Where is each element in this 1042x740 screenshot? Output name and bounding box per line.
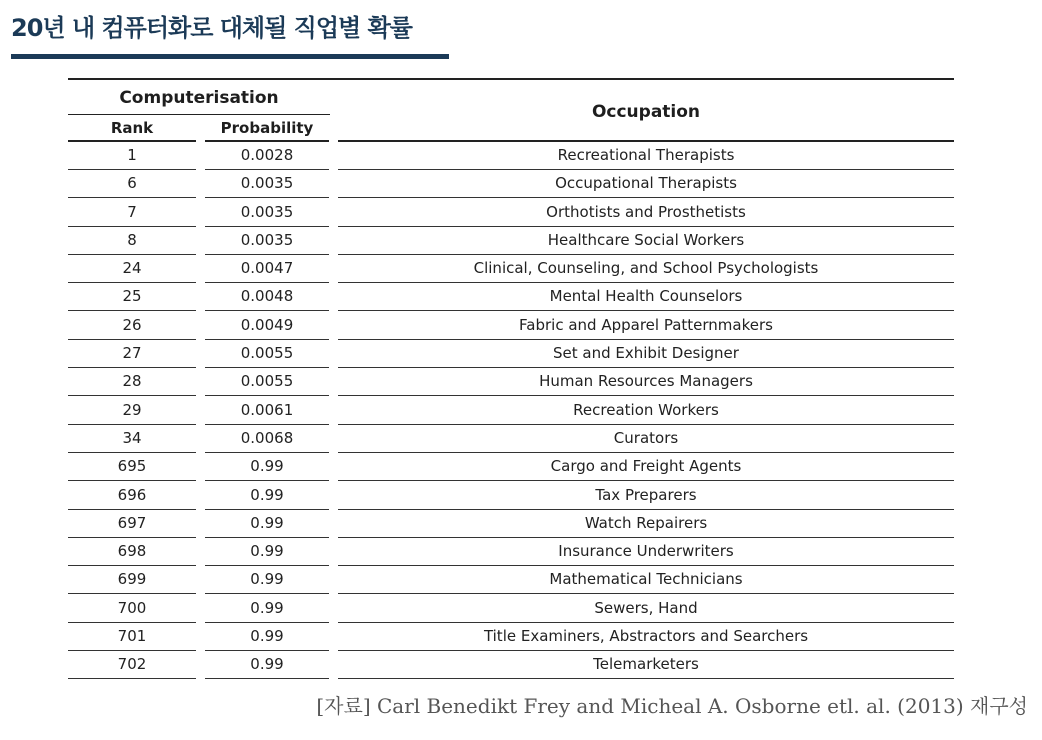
occupation-cell: Human Resources Managers (338, 368, 954, 396)
table-row (68, 312, 954, 340)
occupation-cell: Watch Repairers (338, 510, 954, 538)
occupation-cell: Title Examiners, Abstractors and Searchers (338, 623, 954, 651)
table-row (68, 425, 954, 453)
rank-cell: 701 (68, 623, 196, 651)
probability-cell: 0.0035 (205, 227, 329, 255)
rank-cell: 698 (68, 538, 196, 566)
probability-cell: 0.99 (205, 623, 329, 651)
rank-cell: 26 (68, 312, 196, 340)
table-row (68, 340, 954, 368)
occupation-cell: Set and Exhibit Designer (338, 340, 954, 368)
table-row (68, 510, 954, 538)
rank-cell: 699 (68, 566, 196, 594)
probability-cell: 0.0055 (205, 340, 329, 368)
occupation-cell: Insurance Underwriters (338, 538, 954, 566)
source-citation: [자료] Carl Benedikt Frey and Micheal A. Osborne etl. al. (2013) 재구성 (316, 694, 1028, 718)
occupation-cell: Mathematical Technicians (338, 566, 954, 594)
occupation-cell: Cargo and Freight Agents (338, 453, 954, 481)
rank-cell: 28 (68, 368, 196, 396)
probability-cell: 0.0028 (205, 142, 329, 170)
rank-header: Rank (110, 119, 154, 137)
rank-cell: 696 (68, 482, 196, 510)
rank-cell: 27 (68, 340, 196, 368)
probability-cell: 0.99 (205, 453, 329, 481)
probability-cell: 0.0047 (205, 255, 329, 283)
table-row (68, 170, 954, 198)
table-row (68, 538, 954, 566)
probability-cell: 0.0049 (205, 312, 329, 340)
table-row (68, 482, 954, 510)
title-block (11, 10, 449, 59)
table-body (68, 142, 954, 680)
table-row (68, 227, 954, 255)
table-row (68, 595, 954, 623)
occupation-cell: Healthcare Social Workers (338, 227, 954, 255)
occupation-header: Occupation (591, 102, 701, 122)
probability-cell: 0.99 (205, 538, 329, 566)
probability-cell: 0.0068 (205, 425, 329, 453)
occupation-cell: Orthotists and Prosthetists (338, 199, 954, 227)
table-row (68, 453, 954, 481)
rank-cell: 24 (68, 255, 196, 283)
rank-cell: 695 (68, 453, 196, 481)
rank-cell: 1 (68, 142, 196, 170)
table-row (68, 283, 954, 311)
rank-cell: 6 (68, 170, 196, 198)
table-row (68, 623, 954, 651)
rank-cell: 697 (68, 510, 196, 538)
occupation-cell: Fabric and Apparel Patternmakers (338, 312, 954, 340)
table-row (68, 566, 954, 594)
probability-cell: 0.0055 (205, 368, 329, 396)
probability-cell: 0.99 (205, 482, 329, 510)
probability-cell: 0.99 (205, 566, 329, 594)
rank-cell: 34 (68, 425, 196, 453)
rank-cell: 7 (68, 199, 196, 227)
table-row (68, 397, 954, 425)
rank-cell: 25 (68, 283, 196, 311)
group-header-rule (68, 114, 330, 115)
title-underline (11, 54, 449, 59)
probability-cell: 0.0035 (205, 170, 329, 198)
table-row (68, 368, 954, 396)
table-row (68, 142, 954, 170)
occupation-cell: Recreational Therapists (338, 142, 954, 170)
occupation-cell: Occupational Therapists (338, 170, 954, 198)
table-row (68, 651, 954, 679)
probability-cell: 0.99 (205, 510, 329, 538)
rank-cell: 8 (68, 227, 196, 255)
computerisation-header: Computerisation (119, 88, 279, 108)
rank-cell: 702 (68, 651, 196, 679)
occupation-cell: Recreation Workers (338, 397, 954, 425)
probability-header: Probability (220, 119, 314, 137)
page-title: 20년 내 컴퓨터화로 대체될 직업별 확률 (11, 14, 412, 42)
table-top-rule (68, 78, 954, 80)
probability-cell: 0.99 (205, 651, 329, 679)
occupation-cell: Sewers, Hand (338, 595, 954, 623)
rank-cell: 700 (68, 595, 196, 623)
occupation-cell: Telemarketers (338, 651, 954, 679)
probability-cell: 0.0061 (205, 397, 329, 425)
probability-cell: 0.0048 (205, 283, 329, 311)
occupation-cell: Curators (338, 425, 954, 453)
occupation-cell: Tax Preparers (338, 482, 954, 510)
rank-cell: 29 (68, 397, 196, 425)
probability-cell: 0.99 (205, 595, 329, 623)
occupation-cell: Clinical, Counseling, and School Psychologists (338, 255, 954, 283)
occupation-cell: Mental Health Counselors (338, 283, 954, 311)
table-row (68, 255, 954, 283)
table-row (68, 199, 954, 227)
probability-cell: 0.0035 (205, 199, 329, 227)
